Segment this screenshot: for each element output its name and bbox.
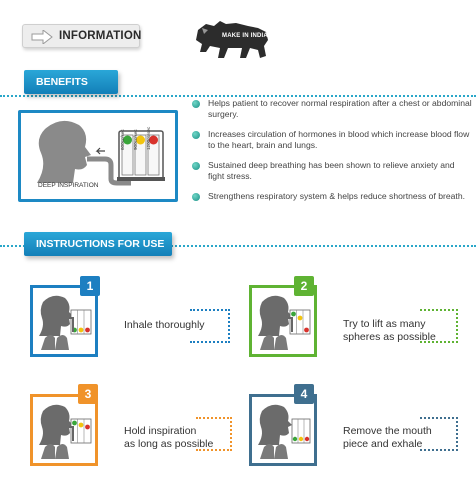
- benefit-item: Increases circulation of hormones in blood which increase blood flow to the heart, brain and lungs.: [188, 129, 472, 151]
- step-4-text: Remove the mouth piece and exhale: [343, 425, 432, 450]
- step-3-figure: [33, 397, 95, 463]
- step-4-figure: [252, 397, 314, 463]
- instructions-title: INSTRUCTIONS FOR USE: [36, 238, 165, 250]
- make-in-india-text: MAKE IN INDIA: [222, 33, 268, 39]
- bullet-icon: [192, 100, 200, 108]
- step-3-card: [30, 394, 98, 466]
- deep-inspiration-label: DEEP INSPIRATION: [38, 182, 99, 189]
- make-in-india-lion-logo: [192, 18, 274, 62]
- step-1-figure: [33, 288, 95, 354]
- step-1-text: Inhale thoroughly: [124, 319, 205, 331]
- step-1-connector: [190, 309, 230, 343]
- step-3-text: Hold inspiration as long as possible: [124, 425, 214, 450]
- bullet-icon: [192, 162, 200, 170]
- device-label-3: 1200cc/sec: [146, 126, 151, 150]
- step-4-number: 4: [294, 384, 314, 404]
- step-4-card: [249, 394, 317, 466]
- device-label-1: 600cc/sec: [120, 129, 125, 150]
- instructions-banner: [24, 232, 172, 256]
- information-label: INFORMATION: [59, 30, 142, 42]
- bullet-icon: [192, 193, 200, 201]
- benefit-item: Sustained deep breathing has been shown to relieve anxiety and fight stress.: [188, 160, 472, 182]
- step-2-figure: [252, 288, 314, 354]
- device-label-2: 900cc/sec: [133, 129, 138, 150]
- benefits-title: BENEFITS: [36, 76, 88, 88]
- bullet-icon: [192, 131, 200, 139]
- benefit-item: Strengthens respiratory system & helps reduce shortness of breath.: [188, 191, 472, 202]
- step-3-number: 3: [78, 384, 98, 404]
- benefits-banner: [24, 70, 118, 94]
- benefits-list: [188, 98, 472, 211]
- benefits-divider: [0, 95, 476, 97]
- step-4-connector: [420, 417, 458, 451]
- arrow-right-icon: [31, 30, 53, 44]
- step-1-number: 1: [80, 276, 100, 296]
- step-3-connector: [196, 417, 232, 451]
- benefit-item: Helps patient to recover normal respiration after a chest or abdominal surgery.: [188, 98, 472, 120]
- step-2-number: 2: [294, 276, 314, 296]
- step-2-text: Try to lift as many spheres as possible: [343, 318, 436, 343]
- step-2-connector: [420, 309, 458, 343]
- information-tab: [22, 24, 140, 48]
